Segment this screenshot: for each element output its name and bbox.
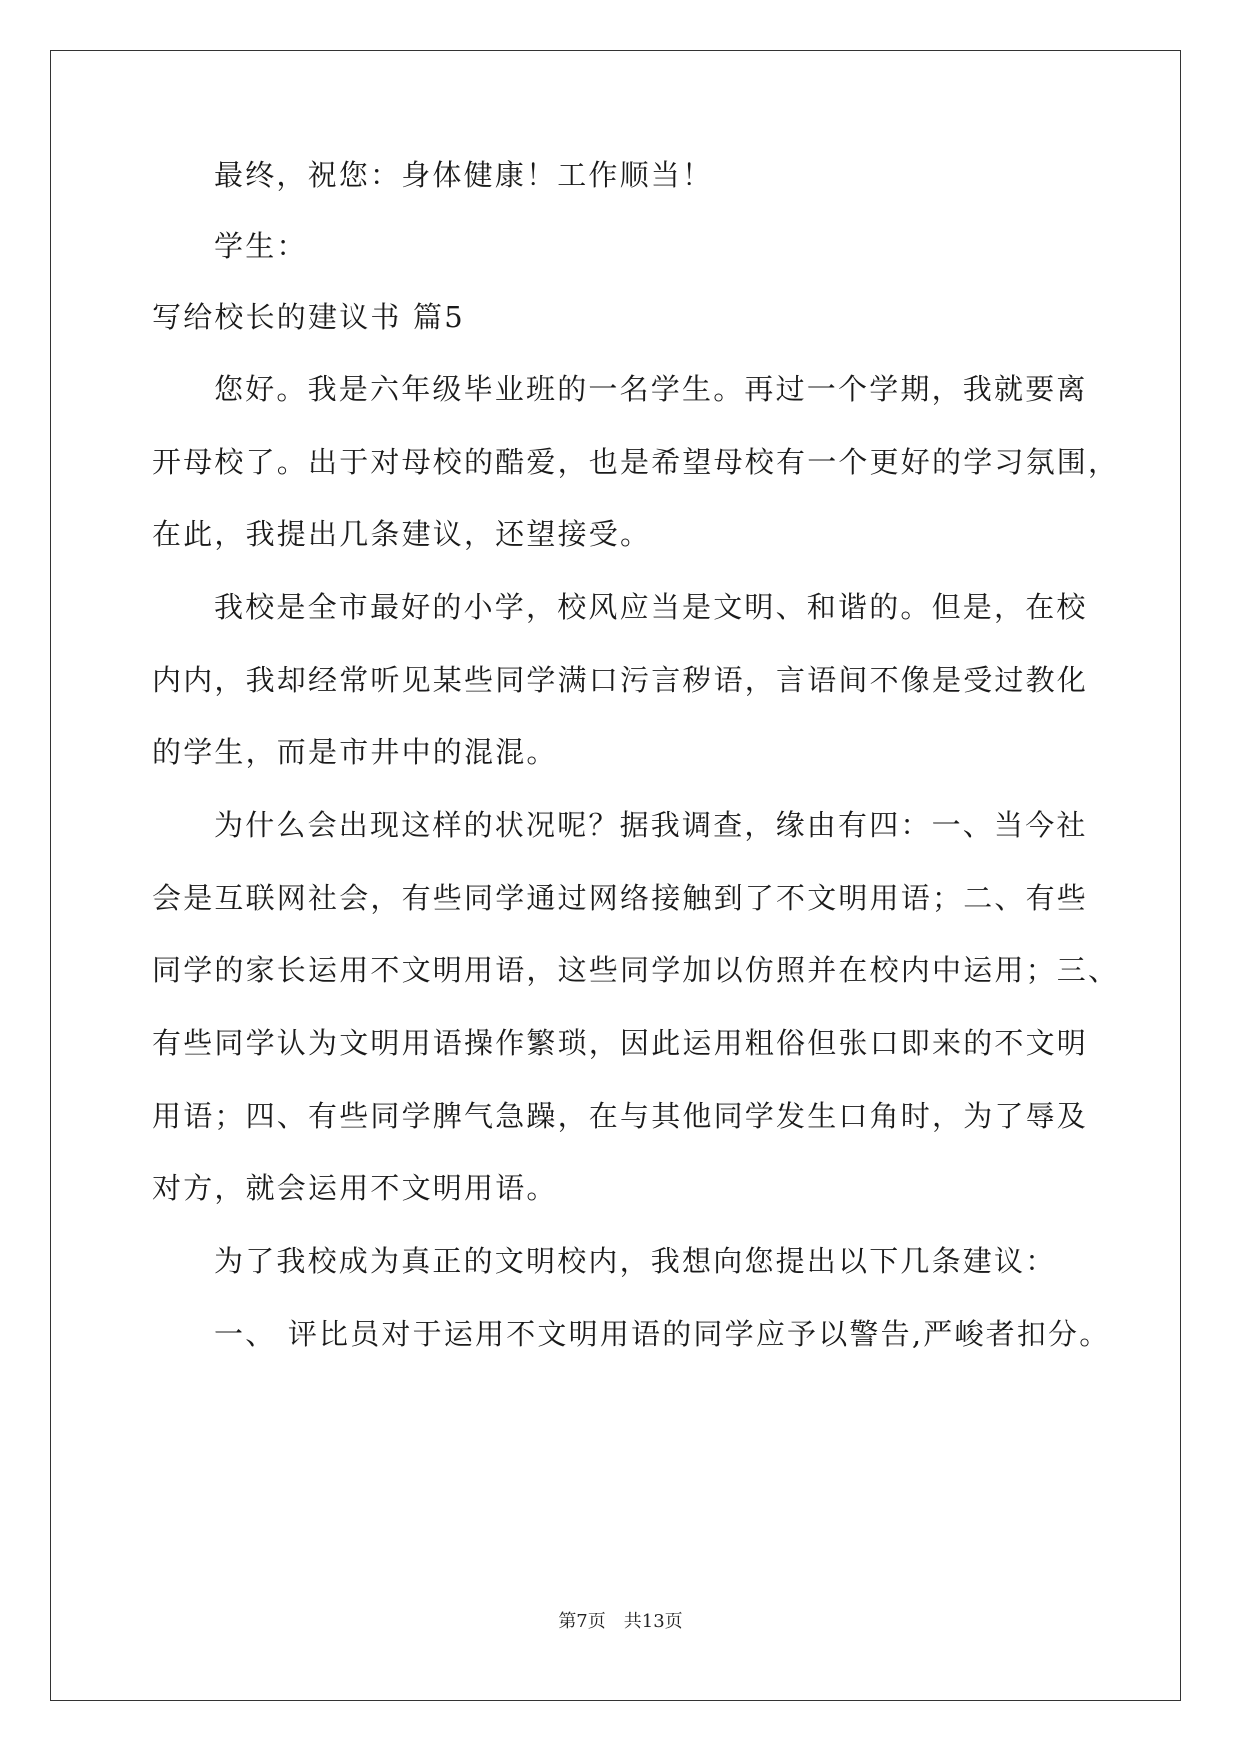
body-line: 一、 评比员对于运用不文明用语的同学应予以警告,严峻者扣分。	[214, 1317, 1111, 1351]
signature-student: 学生：	[214, 229, 308, 263]
body-line: 您好。我是六年级毕业班的一名学生。再过一个学期，我就要离	[214, 372, 1088, 406]
body-line: 为了我校成为真正的文明校内，我想向您提出以下几条建议：	[214, 1244, 1057, 1278]
body-line: 有些同学认为文明用语操作繁琐，因此运用粗俗但张口即来的不文明	[152, 1026, 1089, 1060]
body-line: 开母校了。出于对母校的酷爱，也是希望母校有一个更好的学习氛围，	[152, 445, 1120, 479]
body-line: 在此，我提出几条建议，还望接受。	[152, 517, 652, 551]
closing-wish: 最终，祝您：身体健康！工作顺当！	[214, 158, 714, 192]
section-title: 写给校长的建议书 篇5	[152, 300, 465, 334]
body-line: 内内，我却经常听见某些同学满口污言秽语，言语间不像是受过教化	[152, 663, 1089, 697]
body-line: 为什么会出现这样的状况呢？据我调查，缘由有四：一、当今社	[214, 808, 1088, 842]
body-line: 会是互联网社会，有些同学通过网络接触到了不文明用语；二、有些	[152, 881, 1089, 915]
body-line: 用语；四、有些同学脾气急躁，在与其他同学发生口角时，为了辱及	[152, 1099, 1089, 1133]
body-line: 我校是全市最好的小学，校风应当是文明、和谐的。但是，在校	[214, 590, 1088, 624]
body-line: 的学生，而是市井中的混混。	[152, 735, 558, 769]
body-line: 对方，就会运用不文明用语。	[152, 1171, 558, 1205]
body-line: 同学的家长运用不文明用语，这些同学加以仿照并在校内中运用；三、	[152, 953, 1120, 987]
page-number-footer: 第7页 共13页	[558, 1611, 683, 1632]
